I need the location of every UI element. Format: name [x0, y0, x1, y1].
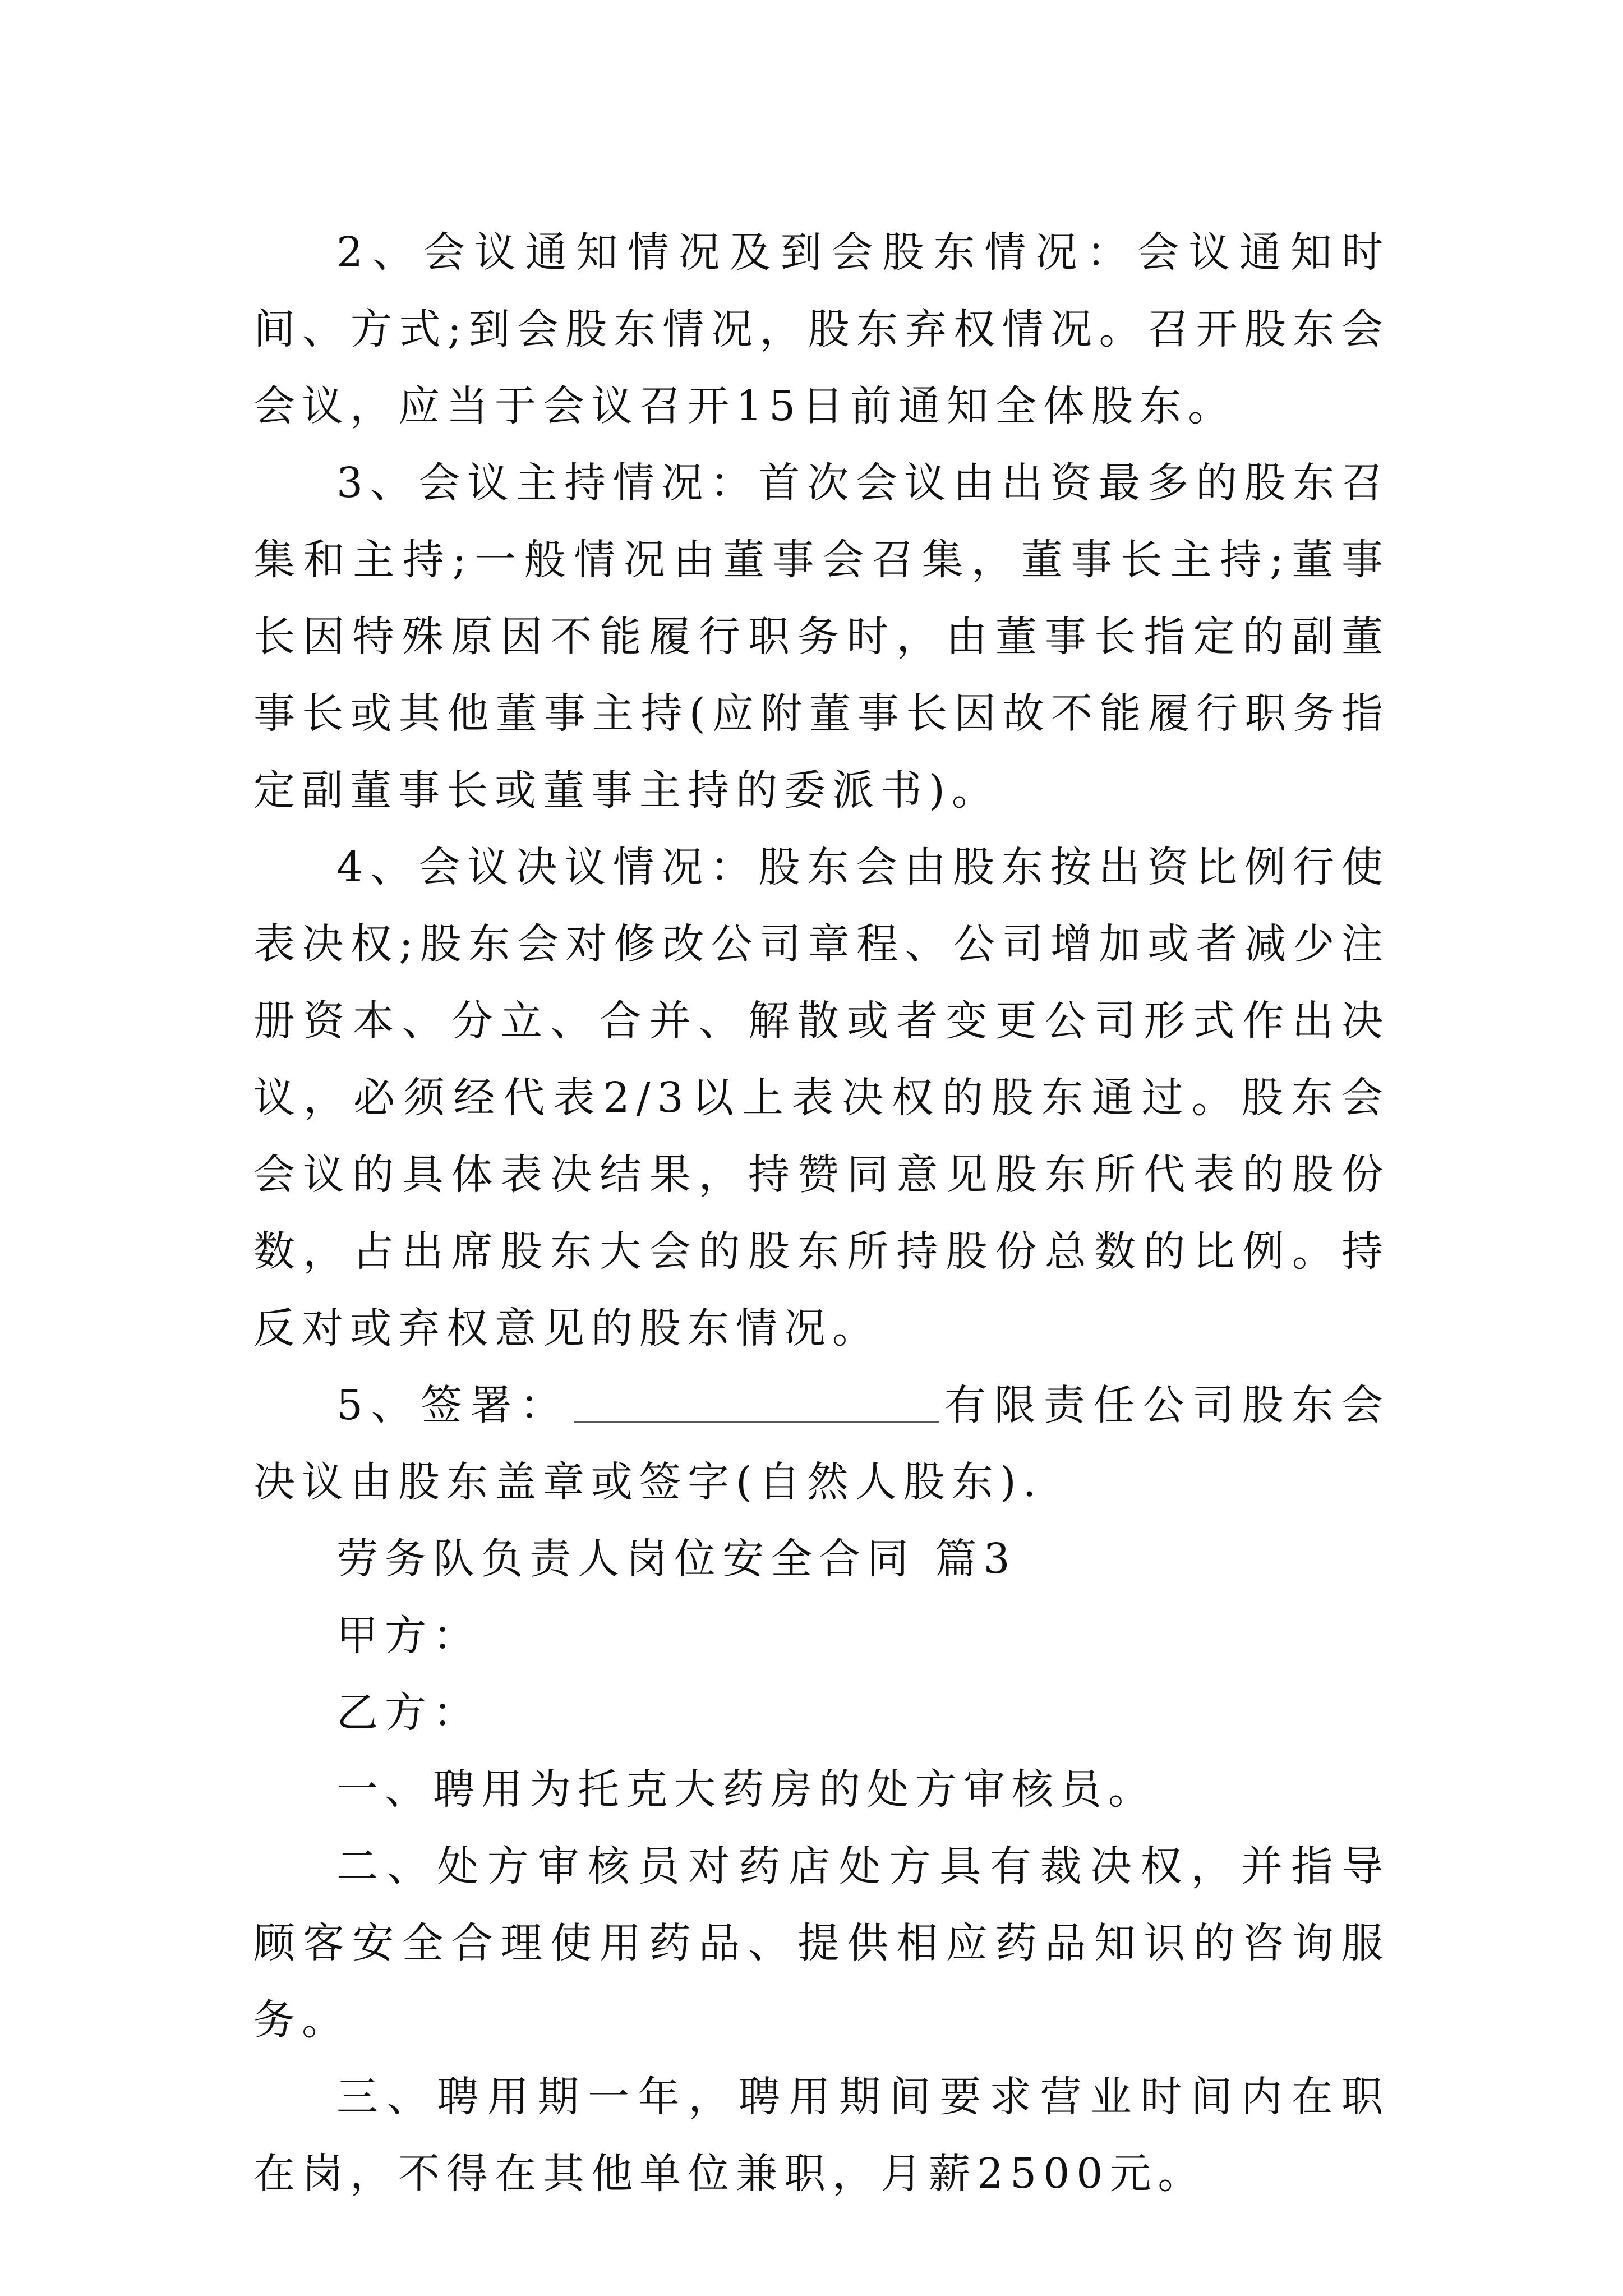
paragraph-meeting-host: 3、会议主持情况：首次会议由出资最多的股东召集和主持;一般情况由董事会召集，董事长主持;董事长因特殊原因不能履行职务时，由董事长指定的副董事长或其他董事主持(应附董事长因故不能履行职务指定副董事长或董事主持的委派书)。: [253, 459, 1390, 815]
section-title: 劳务队负责人岗位安全合同 篇3: [336, 1535, 1017, 1583]
paragraph-signature: [253, 1367, 1390, 1521]
party-b-label: 乙方：: [336, 1688, 481, 1737]
paragraph-meeting-resolution: 4、会议决议情况：股东会由股东按出资比例行使表决权;股东会对修改公司章程、公司增加或者减少注册资本、分立、合并、解散或者变更公司形式作出决议，必须经代表2/3以上表决权的股东通过。股东会会议的具体表决结果，持赞同意见股东所代表的股份数，占出席股东大会的股东所持股份总数的比例。持反对或弃权意见的股东情况。: [253, 843, 1390, 1352]
signature-suffix: 有限责任公司股东会决议由股东盖章或签字(自然人股东).: [253, 1381, 1390, 1506]
signature-blank-line: [574, 1380, 939, 1423]
clause-3: 三、聘用期一年，聘用期间要求营业时间内在职在岗，不得在其他单位兼职，月薪2500元。: [253, 2073, 1390, 2198]
signature-prefix: 5、签署：: [336, 1381, 570, 1429]
document-body: [253, 214, 1390, 2212]
party-a-label: 甲方：: [336, 1612, 481, 1660]
clause-1: 一、聘用为托克大药房的处方审核员。: [336, 1765, 1156, 1814]
paragraph-meeting-notice: 2、会议通知情况及到会股东情况：会议通知时间、方式;到会股东情况，股东弃权情况。召开股东会会议，应当于会议召开15日前通知全体股东。: [253, 228, 1390, 430]
clause-2: 二、处方审核员对药店处方具有裁决权，并指导顾客安全合理使用药品、提供相应药品知识的咨询服务。: [253, 1842, 1390, 2044]
